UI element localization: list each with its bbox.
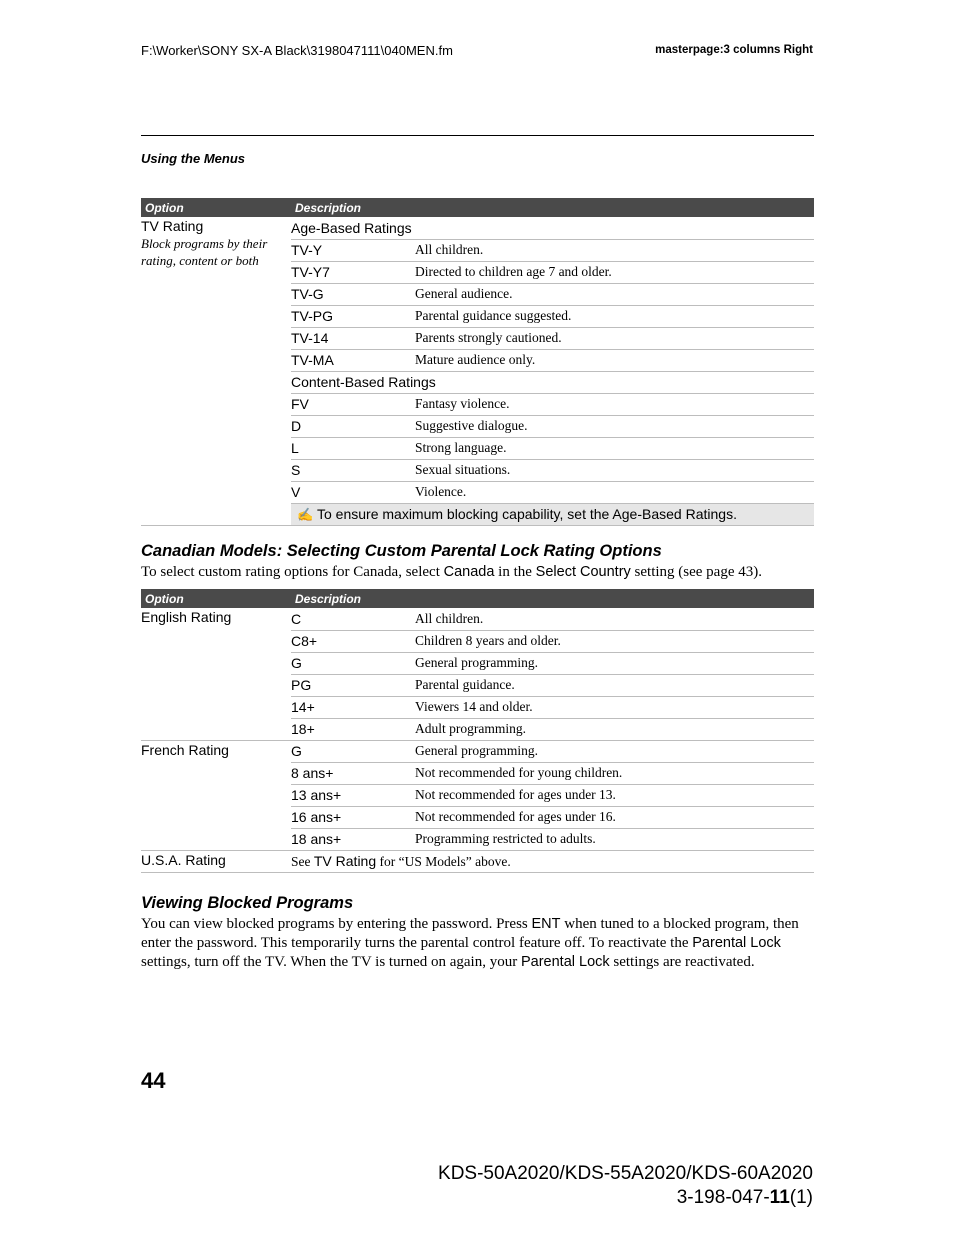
- intro-ui-select-country: Select Country: [535, 564, 631, 580]
- rating-code: TV-14: [291, 327, 415, 349]
- section-label: Using the Menus: [141, 151, 246, 166]
- tv-rating-table: [141, 198, 814, 526]
- rating-code: C8+: [291, 630, 415, 652]
- intro-ui-canada: Canada: [443, 564, 495, 580]
- usa-desc-text: See: [291, 853, 314, 869]
- rating-description: Fantasy violence.: [415, 393, 814, 415]
- option-english-rating: English Rating: [141, 608, 291, 740]
- rating-description: Sexual situations.: [415, 459, 814, 481]
- option-french-rating: French Rating: [141, 740, 291, 850]
- rating-description: Adult programming.: [415, 718, 814, 740]
- column-header-option: Option: [141, 198, 291, 217]
- rating-description: Not recommended for young children.: [415, 762, 814, 784]
- rating-code: TV-Y: [291, 239, 415, 261]
- rating-code: D: [291, 415, 415, 437]
- age-based-heading: Age-Based Ratings: [291, 217, 814, 239]
- note-cell: [291, 503, 814, 525]
- table-header-row: [141, 589, 814, 608]
- paragraph-text: when tuned to a blocked program, then enter the password. This temporarily turns the parental control feature off. To reactivate the: [141, 916, 799, 951]
- option-sublabel: Block programs by their rating, content or both: [141, 236, 268, 268]
- rating-description: All children.: [415, 239, 814, 261]
- column-header-option: Option: [141, 589, 291, 608]
- viewing-paragraph: [141, 915, 814, 972]
- footer-code-bold: 11: [769, 1187, 790, 1208]
- rating-description: All children.: [415, 608, 814, 630]
- rating-code: 18 ans+: [291, 828, 415, 850]
- intro-text: setting (see page 43).: [630, 564, 762, 580]
- paragraph-text: You can view blocked programs by entering the password. Press: [141, 916, 532, 932]
- paragraph-text: settings, turn off the TV. When the TV is turned on again, your: [141, 954, 521, 970]
- canadian-intro: [141, 563, 814, 582]
- header-masterpage: masterpage:3 columns Right: [655, 44, 813, 56]
- ui-parental-lock: Parental Lock: [692, 935, 781, 951]
- rating-description: Mature audience only.: [415, 349, 814, 371]
- rating-description: Not recommended for ages under 13.: [415, 784, 814, 806]
- rating-description: Suggestive dialogue.: [415, 415, 814, 437]
- column-header-description: Description: [291, 198, 814, 217]
- ui-parental-lock: Parental Lock: [520, 954, 610, 970]
- option-usa-rating: U.S.A. Rating: [141, 850, 291, 872]
- option-tv-rating: [141, 217, 291, 525]
- rating-description: Not recommended for ages under 16.: [415, 806, 814, 828]
- viewing-heading: Viewing Blocked Programs: [141, 894, 354, 912]
- rating-description: Parents strongly cautioned.: [415, 327, 814, 349]
- rating-code: TV-G: [291, 283, 415, 305]
- rating-code: G: [291, 740, 415, 762]
- note-text: To ensure maximum blocking capability, set the Age-Based Ratings.: [317, 505, 737, 522]
- rating-description: Strong language.: [415, 437, 814, 459]
- rating-description: Directed to children age 7 and older.: [415, 261, 814, 283]
- rating-description: General programming.: [415, 652, 814, 674]
- rating-description: Viewers 14 and older.: [415, 696, 814, 718]
- usa-desc-text: for “US Models” above.: [376, 853, 511, 869]
- rating-code: S: [291, 459, 415, 481]
- canadian-rating-table: [141, 589, 814, 873]
- rating-code: 18+: [291, 718, 415, 740]
- footer-code: [677, 1187, 813, 1209]
- option-label: TV Rating: [141, 218, 204, 234]
- usa-desc-ui: TV Rating: [313, 852, 377, 869]
- rating-description: General audience.: [415, 283, 814, 305]
- intro-text: in the: [494, 564, 536, 580]
- canadian-heading: Canadian Models: Selecting Custom Parental Lock Rating Options: [141, 542, 662, 560]
- header-file-path: F:\Worker\SONY SX-A Black\3198047111\040MEN.fm: [141, 43, 453, 58]
- page-number: 44: [141, 1068, 166, 1093]
- rating-code: G: [291, 652, 415, 674]
- rating-code: L: [291, 437, 415, 459]
- rating-description: Violence.: [415, 481, 814, 503]
- table-row: [141, 740, 814, 762]
- table-row: [141, 608, 814, 630]
- rating-code: FV: [291, 393, 415, 415]
- rating-description: Programming restricted to adults.: [415, 828, 814, 850]
- rating-code: 14+: [291, 696, 415, 718]
- usa-rating-description: [291, 850, 814, 872]
- rating-code: TV-MA: [291, 349, 415, 371]
- rating-description: Parental guidance suggested.: [415, 305, 814, 327]
- footer-code-prefix: 3-198-047-: [676, 1187, 770, 1208]
- rating-code: 16 ans+: [291, 806, 415, 828]
- table-row: [141, 217, 814, 239]
- content-based-heading: Content-Based Ratings: [291, 371, 814, 393]
- rating-code: TV-PG: [291, 305, 415, 327]
- table-row: [141, 850, 814, 872]
- table-header-row: [141, 198, 814, 217]
- footer-code-suffix: (1): [789, 1187, 813, 1208]
- rating-code: TV-Y7: [291, 261, 415, 283]
- footer-models: KDS-50A2020/KDS-55A2020/KDS-60A2020: [438, 1163, 813, 1184]
- rating-code: PG: [291, 674, 415, 696]
- rating-description: General programming.: [415, 740, 814, 762]
- rating-description: Parental guidance.: [415, 674, 814, 696]
- paragraph-text: settings are reactivated.: [609, 954, 755, 970]
- rating-code: 13 ans+: [291, 784, 415, 806]
- rating-code: V: [291, 481, 415, 503]
- column-header-description: Description: [291, 589, 814, 608]
- pencil-note-icon: ✍: [297, 506, 314, 522]
- header-rule: [141, 135, 814, 136]
- rating-description: Children 8 years and older.: [415, 630, 814, 652]
- ui-ent: ENT: [531, 916, 561, 932]
- rating-code: 8 ans+: [291, 762, 415, 784]
- intro-text: To select custom rating options for Canada, select: [141, 564, 444, 580]
- rating-code: C: [291, 608, 415, 630]
